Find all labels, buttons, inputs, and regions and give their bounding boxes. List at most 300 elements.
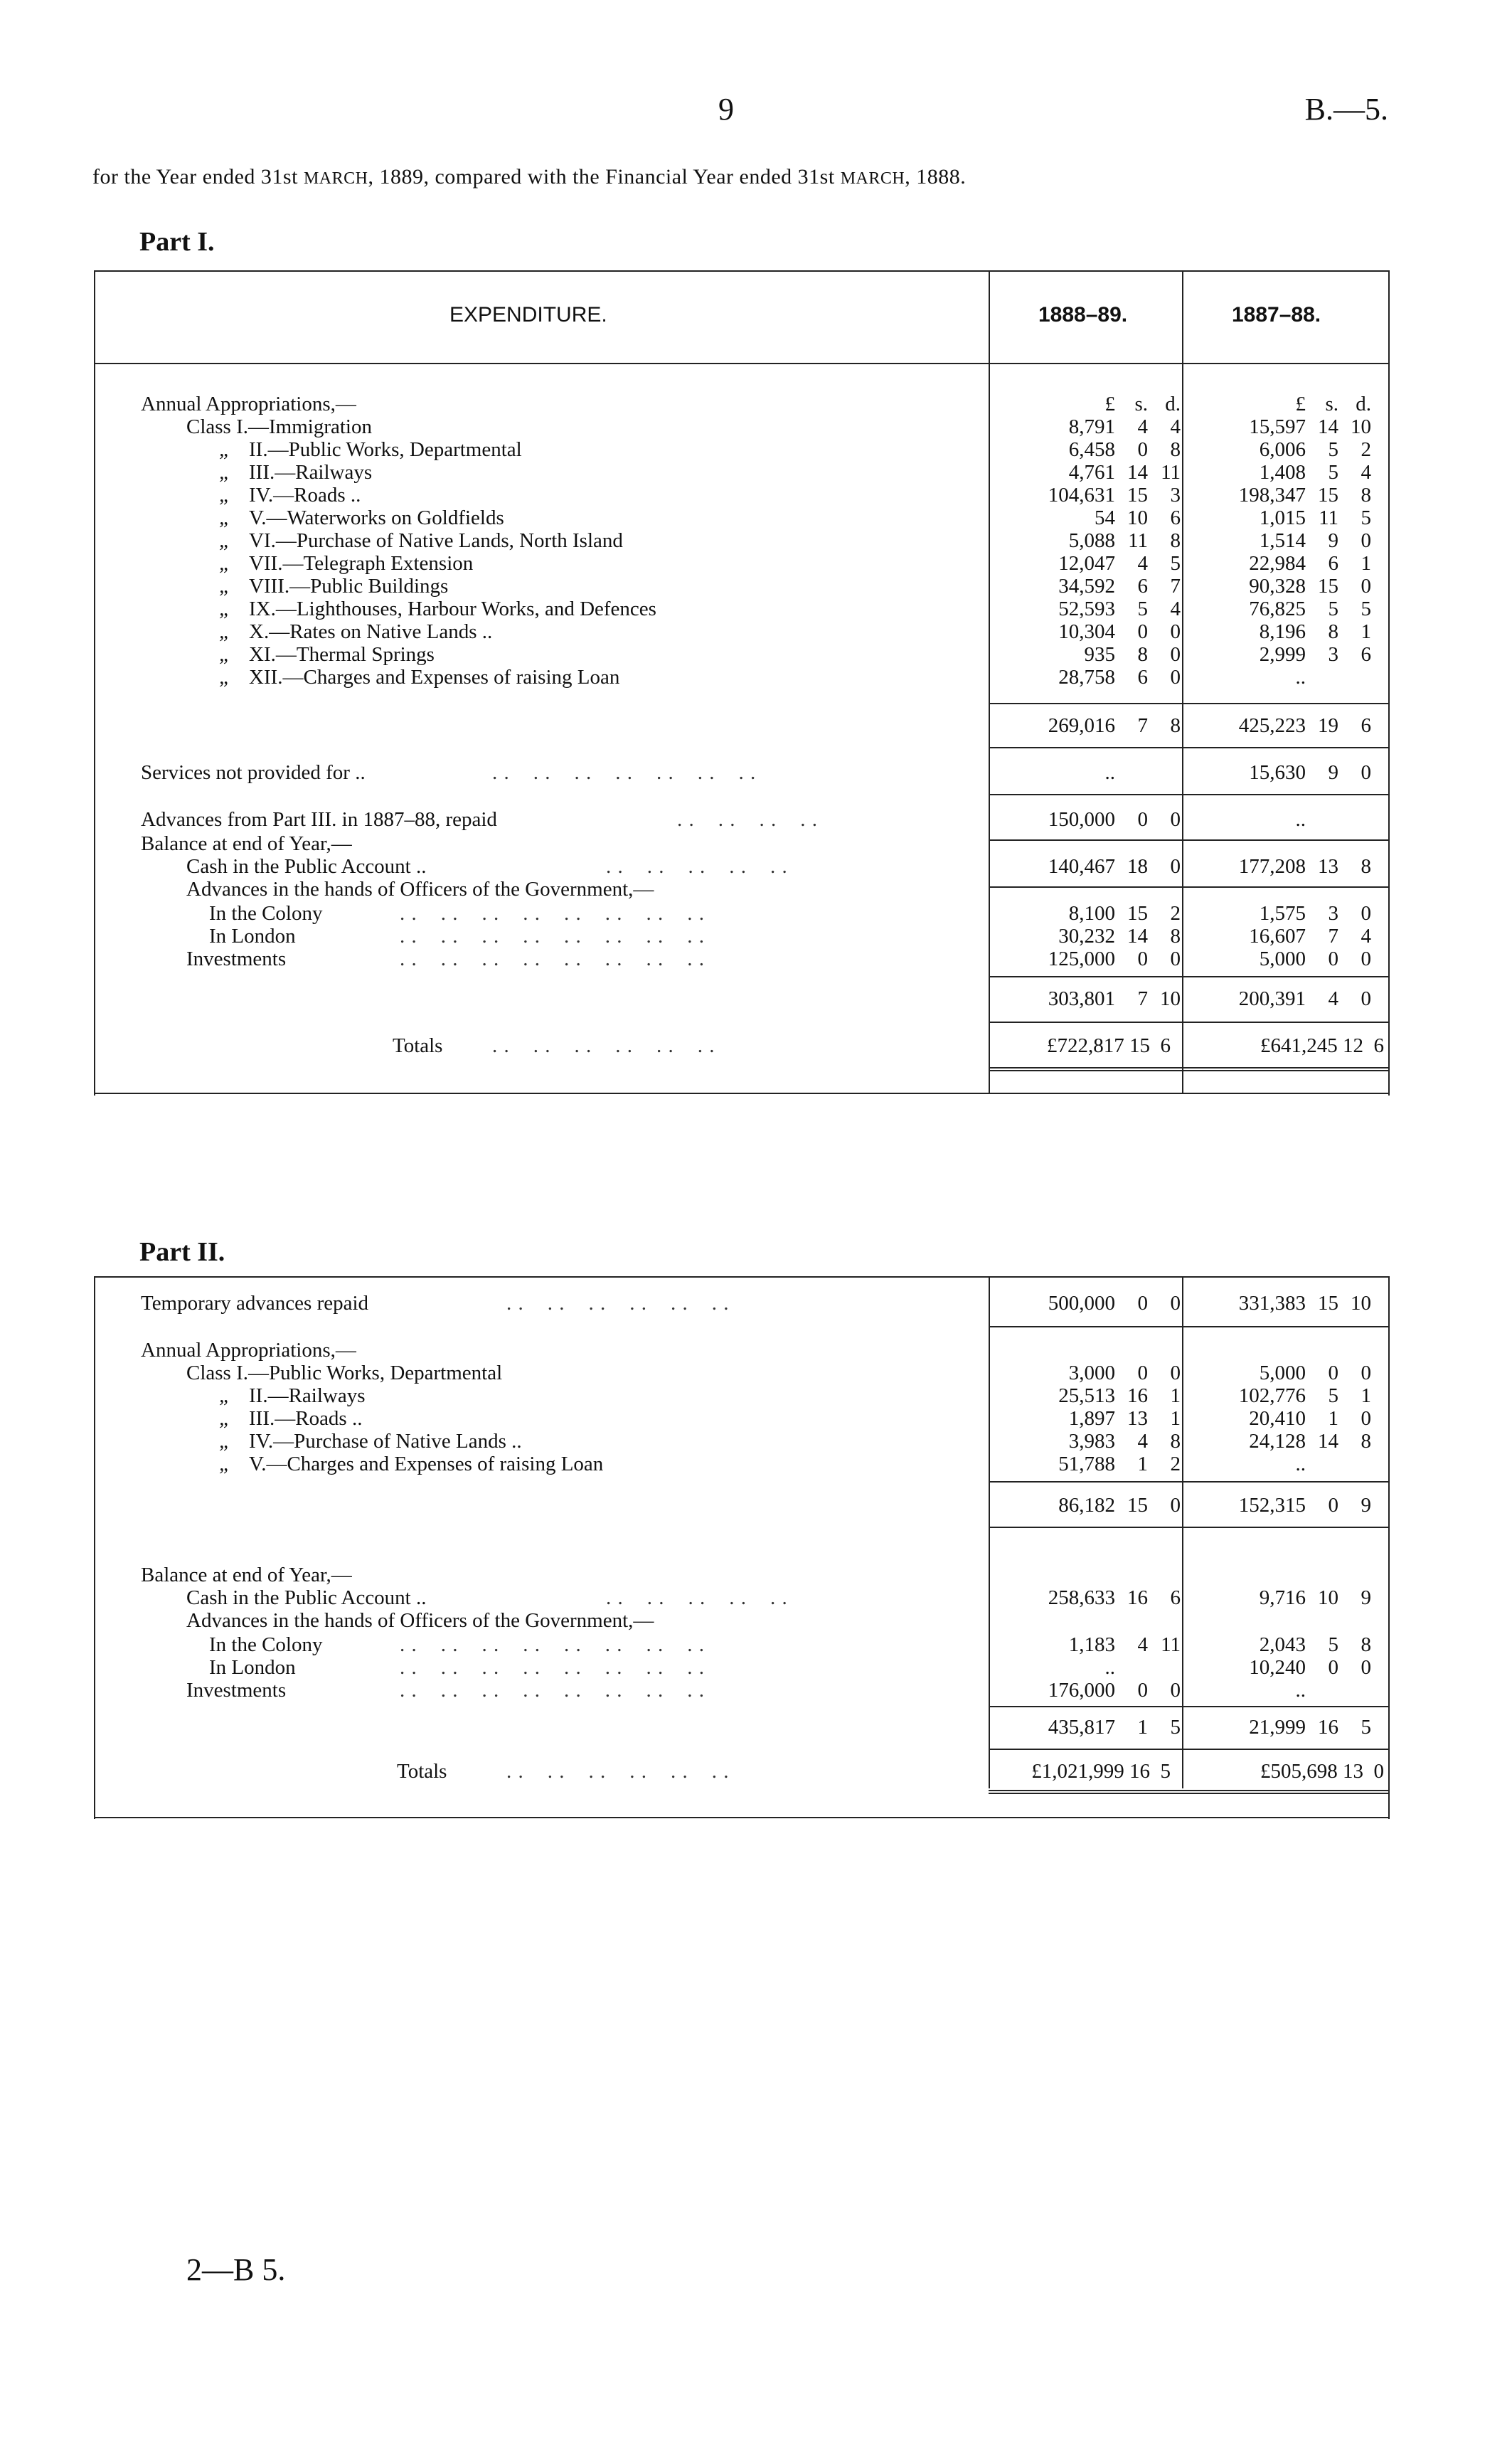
amount-pence: 0	[1361, 1362, 1371, 1384]
subtitle-part: , 1889, compared with the Financial Year ended 31st	[368, 165, 841, 189]
amount-pounds: 152,315	[1238, 1494, 1306, 1517]
amount-pounds: 15,630	[1249, 761, 1306, 784]
rule	[989, 1527, 1390, 1528]
amount-shillings: 3	[1328, 643, 1338, 666]
cash-public-account-row: Cash in the Public Account .. . . . . . . . . . . 140,467 18 0 177,208 13 8	[186, 855, 1371, 878]
total-1887-88: £641,245 12 6	[1260, 1034, 1384, 1057]
amount-pounds: ..	[1295, 1453, 1306, 1475]
amount-pence: 10	[1351, 415, 1371, 438]
amount-pounds: 140,467	[1048, 855, 1115, 878]
rule	[989, 1749, 1390, 1750]
amount-shillings: 7	[1137, 987, 1148, 1010]
amount-pounds: 24,128	[1249, 1430, 1306, 1453]
part-one-title: Part I.	[139, 227, 215, 257]
amount-shillings: 15	[1318, 575, 1338, 598]
amount-shillings: 14	[1127, 925, 1148, 948]
amount-pence: 0	[1361, 1407, 1371, 1430]
ditto-mark: „	[219, 666, 231, 689]
amount-shillings: 15	[1318, 1292, 1338, 1315]
ditto-mark: „	[219, 506, 231, 529]
label: Investments	[186, 948, 287, 970]
amount-pounds: 331,383	[1238, 1292, 1306, 1315]
amount-shillings: 14	[1318, 1430, 1338, 1453]
amount-shillings: 16	[1127, 1384, 1148, 1407]
page-subtitle	[92, 165, 966, 189]
ditto-mark: „	[219, 461, 231, 484]
amount-pence: 0	[1170, 1362, 1181, 1384]
amount-pence: 5	[1170, 1716, 1181, 1739]
amount-pence: 0	[1170, 808, 1181, 831]
amount-pence: 6	[1361, 643, 1371, 666]
class-row	[94, 643, 1390, 666]
services-not-provided-row: Services not provided for .. . . . . . . . . . . . . . . .. 15,630 9 0	[141, 761, 1371, 784]
class-label: IV.—Roads ..	[249, 484, 361, 506]
subtitle-month: MARCH	[840, 169, 905, 188]
total-1887-88: £505,698 13 0	[1260, 1760, 1384, 1783]
in-the-colony-row: In the Colony . . . . . . . . . . . . . . . . 1,183 4 11 2,043 5 8	[209, 1633, 1371, 1656]
amount-shillings: 16	[1318, 1716, 1338, 1739]
amount-pence: 11	[1161, 1633, 1181, 1656]
amount-pence: 0	[1361, 575, 1371, 598]
ditto-mark: „	[219, 620, 231, 643]
amount-pence: 8	[1170, 714, 1181, 737]
advances-repaid-row: Advances from Part III. in 1887–88, repaid . . . . . . . . 150,000 0 0 ..	[141, 808, 1306, 831]
class-row	[94, 1362, 1390, 1384]
class-row	[94, 415, 1390, 438]
amount-shillings: 0	[1328, 1656, 1338, 1679]
amount-shillings: 4	[1137, 552, 1148, 575]
total-1888-89: £722,817 15 6	[1047, 1034, 1171, 1057]
amount-shillings: 11	[1319, 506, 1338, 529]
shillings-unit: s.	[1325, 393, 1338, 415]
amount-shillings: 5	[1328, 461, 1338, 484]
amount-pounds: 6,006	[1259, 438, 1306, 461]
amount-pence: 0	[1170, 855, 1181, 878]
ditto-mark: „	[219, 598, 231, 620]
amount-shillings: 8	[1137, 643, 1148, 666]
subtitle-part: , 1888.	[905, 165, 967, 189]
cash-public-account-row: Cash in the Public Account .. . . . . . . . . . . 258,633 16 6 9,716 10 9	[186, 1586, 1371, 1609]
label: In the Colony	[209, 1633, 323, 1656]
label: Investments	[186, 1679, 287, 1702]
amount-pence	[1338, 1453, 1371, 1475]
label: Temporary advances repaid	[141, 1292, 369, 1315]
amount-shillings: 7	[1137, 714, 1148, 737]
annual-appropriations-heading	[94, 1339, 1390, 1362]
amount-pounds: 500,000	[1048, 1292, 1115, 1315]
amount-shillings: 1	[1137, 1453, 1148, 1475]
ditto-mark: „	[219, 552, 231, 575]
amount-pounds: 198,347	[1238, 484, 1306, 506]
amount-pounds: 34,592	[1058, 575, 1115, 598]
amount-pounds: 4,761	[1068, 461, 1115, 484]
class-label: XI.—Thermal Springs	[249, 643, 435, 666]
amount-pence: 8	[1170, 925, 1181, 948]
class-row	[94, 1453, 1390, 1475]
label: In London	[209, 1656, 296, 1679]
balance-subtotal-row	[94, 987, 1390, 1010]
part-two-title: Part II.	[139, 1237, 225, 1267]
amount-pounds: 28,758	[1058, 666, 1115, 689]
rule	[989, 703, 1390, 704]
ditto-mark: „	[219, 643, 231, 666]
rule	[989, 794, 1390, 795]
amount-shillings: 0	[1137, 948, 1148, 970]
amount-pounds: 86,182	[1058, 1494, 1115, 1517]
amount-pounds: 20,410	[1249, 1407, 1306, 1430]
amount-pence: 0	[1361, 948, 1371, 970]
label: In the Colony	[209, 902, 323, 925]
amount-pence: 5	[1170, 552, 1181, 575]
pence-unit: d.	[1356, 393, 1371, 415]
amount-pence: 8	[1361, 855, 1371, 878]
label: Advances in the hands of Officers of the Government,—	[186, 1609, 654, 1632]
pounds-unit: £	[1295, 393, 1306, 415]
ditto-mark: „	[219, 1384, 231, 1407]
label: Annual Appropriations,—	[141, 393, 356, 415]
amount-pence: 5	[1361, 506, 1371, 529]
amount-pounds: 2,043	[1259, 1633, 1306, 1656]
amount-shillings: 16	[1127, 1586, 1148, 1609]
page-footer: 2—B 5.	[186, 2252, 286, 2287]
class-row	[94, 1407, 1390, 1430]
rule	[989, 976, 1390, 977]
amount-pence: 1	[1361, 620, 1371, 643]
part-two-table	[94, 1276, 1390, 1819]
amount-shillings: 6	[1137, 666, 1148, 689]
amount-pounds: 5,000	[1259, 1362, 1306, 1384]
double-rule	[989, 1790, 1390, 1794]
amount-pounds: 30,232	[1058, 925, 1115, 948]
amount-pence: 0	[1170, 1494, 1181, 1517]
amount-pence: 5	[1361, 1716, 1371, 1739]
amount-pounds: 125,000	[1048, 948, 1115, 970]
amount-pence	[1338, 666, 1371, 689]
amount-shillings: 15	[1127, 902, 1148, 925]
label: In London	[209, 925, 296, 948]
amount-pounds: 425,223	[1238, 714, 1306, 737]
balance-heading	[94, 832, 1390, 855]
class-label: II.—Public Works, Departmental	[249, 438, 522, 461]
class-row	[94, 1384, 1390, 1407]
amount-shillings: 9	[1328, 761, 1338, 784]
amount-shillings: 6	[1328, 552, 1338, 575]
amount-shillings: 18	[1127, 855, 1148, 878]
shillings-unit: s.	[1134, 393, 1148, 415]
appropriations-subtotal-row	[94, 714, 1390, 737]
amount-pounds: 3,000	[1068, 1362, 1115, 1384]
amount-shillings: 5	[1328, 1633, 1338, 1656]
amount-pounds: 12,047	[1058, 552, 1115, 575]
label: Advances from Part III. in 1887–88, repaid	[141, 808, 497, 831]
class-row	[94, 506, 1390, 529]
amount-shillings: 7	[1328, 925, 1338, 948]
amount-pounds: 5,000	[1259, 948, 1306, 970]
amount-pence: 0	[1361, 1656, 1371, 1679]
amount-pence: 8	[1170, 438, 1181, 461]
label: Services not provided for ..	[141, 761, 366, 784]
amount-pence: 0	[1170, 1679, 1181, 1702]
ditto-mark: „	[219, 1407, 231, 1430]
amount-shillings: 14	[1318, 415, 1338, 438]
amount-pence: 1	[1361, 1384, 1371, 1407]
totals-label: Totals	[397, 1760, 447, 1783]
amount-pounds: ..	[1295, 808, 1306, 831]
amount-pounds: 1,514	[1259, 529, 1306, 552]
amount-pence: 1	[1170, 1407, 1181, 1430]
page-number: 9	[718, 92, 734, 127]
amount-pounds: ..	[1104, 761, 1115, 784]
amount-pence: 10	[1160, 987, 1181, 1010]
amount-pounds: 25,513	[1058, 1384, 1115, 1407]
amount-pounds: 1,183	[1068, 1633, 1115, 1656]
rule	[989, 1326, 1390, 1327]
amount-pence: 8	[1361, 1633, 1371, 1656]
amount-pence: 11	[1161, 461, 1181, 484]
rule	[989, 747, 1390, 748]
amount-pence: 0	[1361, 761, 1371, 784]
class-row	[94, 1430, 1390, 1453]
amount-pence: 5	[1361, 598, 1371, 620]
amount-pounds: 15,597	[1249, 415, 1306, 438]
amount-pounds: 435,817	[1048, 1716, 1115, 1739]
amount-pence: 6	[1170, 506, 1181, 529]
temporary-advances-row: Temporary advances repaid . . . . . . . . . . . . 500,000 0 0 331,383 15 10	[141, 1292, 1371, 1315]
amount-pounds: 76,825	[1249, 598, 1306, 620]
appropriations-subtotal-row	[94, 1494, 1390, 1517]
class-label: VIII.—Public Buildings	[249, 575, 449, 598]
investments-row: Investments . . . . . . . . . . . . . . . . 125,000 0 0 5,000 0 0	[186, 948, 1371, 970]
annual-appropriations-heading	[94, 393, 1390, 415]
amount-shillings: 13	[1127, 1407, 1148, 1430]
amount-shillings: 1	[1137, 1716, 1148, 1739]
officers-advances-heading	[94, 1609, 1390, 1632]
class-label: V.—Waterworks on Goldfields	[249, 506, 504, 529]
double-rule	[989, 1067, 1390, 1071]
amount-shillings: 5	[1137, 598, 1148, 620]
investments-row: Investments . . . . . . . . . . . . . . . . 176,000 0 0 ..	[186, 1679, 1306, 1702]
class-label: VII.—Telegraph Extension	[249, 552, 474, 575]
label: Cash in the Public Account ..	[186, 1586, 427, 1609]
subtitle-month: MARCH	[303, 169, 368, 188]
amount-pence: 10	[1351, 1292, 1371, 1315]
amount-pounds: 1,575	[1259, 902, 1306, 925]
amount-pounds: 2,999	[1259, 643, 1306, 666]
amount-pounds: 102,776	[1238, 1384, 1306, 1407]
amount-shillings: 3	[1328, 902, 1338, 925]
class-row	[94, 529, 1390, 552]
amount-pounds: 52,593	[1058, 598, 1115, 620]
amount-pence: 0	[1170, 1292, 1181, 1315]
amount-pence: 2	[1170, 1453, 1181, 1475]
amount-shillings: 19	[1318, 714, 1338, 737]
amount-shillings: 0	[1137, 438, 1148, 461]
label: Annual Appropriations,—	[141, 1339, 356, 1362]
balance-heading	[94, 1564, 1390, 1586]
amount-pounds: 1,408	[1259, 461, 1306, 484]
amount-pence: 9	[1361, 1586, 1371, 1609]
class-label: Class I.—Immigration	[186, 415, 372, 438]
amount-pence: 4	[1361, 925, 1371, 948]
in-london-row: In London . . . . . . . . . . . . . . . . 30,232 14 8 16,607 7 4	[209, 925, 1371, 948]
amount-shillings: 4	[1137, 1430, 1148, 1453]
amount-pence: 0	[1170, 620, 1181, 643]
amount-pounds: 935	[1084, 643, 1115, 666]
totals-label: Totals	[393, 1034, 443, 1057]
amount-shillings: 15	[1127, 1494, 1148, 1517]
pence-unit: d.	[1165, 393, 1181, 415]
rule	[989, 1022, 1390, 1023]
amount-pence: 0	[1170, 948, 1181, 970]
class-label: Class I.—Public Works, Departmental	[186, 1362, 503, 1384]
document-reference: B.—5.	[1304, 92, 1388, 127]
class-label: IX.—Lighthouses, Harbour Works, and Defences	[249, 598, 656, 620]
amount-shillings: 15	[1127, 484, 1148, 506]
amount-pounds: 54	[1095, 506, 1115, 529]
class-row	[94, 575, 1390, 598]
class-row	[94, 552, 1390, 575]
amount-shillings: 10	[1318, 1586, 1338, 1609]
amount-pence: 0	[1170, 643, 1181, 666]
ditto-mark: „	[219, 1453, 231, 1475]
ditto-mark: „	[219, 438, 231, 461]
amount-shillings: 0	[1328, 948, 1338, 970]
amount-pounds: 51,788	[1058, 1453, 1115, 1475]
label: Balance at end of Year,—	[141, 1564, 352, 1586]
amount-pence: 3	[1170, 484, 1181, 506]
amount-pence: 4	[1170, 598, 1181, 620]
totals-row: Totals . . . . . . . . . . . . £722,817 15 6 £641,245 12 6	[393, 1034, 1384, 1057]
class-row	[94, 620, 1390, 643]
class-row	[94, 438, 1390, 461]
amount-pence: 6	[1361, 714, 1371, 737]
balance-subtotal-row	[94, 1716, 1390, 1739]
amount-pounds: 6,458	[1068, 438, 1115, 461]
class-label: XII.—Charges and Expenses of raising Loan	[249, 666, 620, 689]
amount-pounds: 9,716	[1259, 1586, 1306, 1609]
amount-shillings: 13	[1318, 855, 1338, 878]
amount-pounds: 1,015	[1259, 506, 1306, 529]
amount-pounds: 8,791	[1068, 415, 1115, 438]
amount-shillings: 0	[1137, 808, 1148, 831]
amount-pounds: ..	[1104, 1656, 1115, 1679]
amount-pounds: ..	[1295, 1679, 1306, 1702]
amount-pence: 4	[1170, 415, 1181, 438]
amount-pence: 0	[1170, 666, 1181, 689]
amount-shillings: 15	[1318, 484, 1338, 506]
amount-pounds: 10,304	[1058, 620, 1115, 643]
amount-pence: 4	[1361, 461, 1371, 484]
amount-pounds: 3,983	[1068, 1430, 1115, 1453]
rule	[94, 270, 1390, 272]
amount-pounds: 150,000	[1048, 808, 1115, 831]
amount-pounds: 21,999	[1249, 1716, 1306, 1739]
amount-shillings: 4	[1137, 415, 1148, 438]
amount-pence: 0	[1361, 987, 1371, 1010]
ditto-mark: „	[219, 529, 231, 552]
amount-pence: 9	[1361, 1494, 1371, 1517]
amount-shillings: 11	[1128, 529, 1148, 552]
amount-pence: 2	[1170, 902, 1181, 925]
class-label: X.—Rates on Native Lands ..	[249, 620, 493, 643]
class-row	[94, 598, 1390, 620]
totals-row: Totals . . . . . . . . . . . . £1,021,999 16 5 £505,698 13 0	[397, 1760, 1384, 1783]
amount-pounds: 90,328	[1249, 575, 1306, 598]
label: Balance at end of Year,—	[141, 832, 352, 855]
in-the-colony-row: In the Colony . . . . . . . . . . . . . . . . 8,100 15 2 1,575 3 0	[209, 902, 1371, 925]
amount-pounds: 22,984	[1249, 552, 1306, 575]
class-label: II.—Railways	[249, 1384, 366, 1407]
amount-pounds: 269,016	[1048, 714, 1115, 737]
amount-pence: 7	[1170, 575, 1181, 598]
class-label: VI.—Purchase of Native Lands, North Island	[249, 529, 623, 552]
class-row	[94, 484, 1390, 506]
amount-pence: 8	[1170, 1430, 1181, 1453]
amount-shillings: 5	[1328, 598, 1338, 620]
class-row	[94, 461, 1390, 484]
rule	[94, 1093, 1390, 1094]
amount-pounds: 303,801	[1048, 987, 1115, 1010]
amount-pence: 1	[1170, 1384, 1181, 1407]
amount-pence: 2	[1361, 438, 1371, 461]
amount-shillings: 9	[1328, 529, 1338, 552]
ditto-mark: „	[219, 575, 231, 598]
amount-pence: 0	[1361, 902, 1371, 925]
class-label: III.—Roads ..	[249, 1407, 363, 1430]
amount-shillings: 0	[1137, 1679, 1148, 1702]
year-header-1888-89: 1888–89.	[1038, 303, 1128, 327]
amount-shillings	[1306, 666, 1338, 689]
expenditure-header: EXPENDITURE.	[449, 303, 607, 327]
amount-pence: 0	[1361, 529, 1371, 552]
amount-shillings: 10	[1127, 506, 1148, 529]
rule	[94, 363, 1390, 364]
amount-shillings: 1	[1328, 1407, 1338, 1430]
part-one-table	[94, 270, 1390, 1096]
in-london-row: In London . . . . . . . . . . . . . . . . .. 10,240 0 0	[209, 1656, 1371, 1679]
amount-pounds: 258,633	[1048, 1586, 1115, 1609]
amount-shillings: 6	[1137, 575, 1148, 598]
rule	[989, 1706, 1390, 1707]
amount-pence: 8	[1361, 1430, 1371, 1453]
amount-shillings: 5	[1328, 438, 1338, 461]
amount-pence: 8	[1361, 484, 1371, 506]
amount-shillings: 14	[1127, 461, 1148, 484]
ditto-mark: „	[219, 484, 231, 506]
amount-shillings	[1306, 1453, 1338, 1475]
amount-pounds: ..	[1295, 666, 1306, 689]
amount-shillings: 0	[1328, 1362, 1338, 1384]
ditto-mark: „	[219, 1430, 231, 1453]
label: Advances in the hands of Officers of the Government,—	[186, 878, 654, 901]
amount-pounds: 200,391	[1238, 987, 1306, 1010]
amount-shillings: 5	[1328, 1384, 1338, 1407]
class-row	[94, 666, 1390, 689]
amount-pounds: 104,631	[1048, 484, 1115, 506]
subtitle-part: for the Year ended 31st	[92, 165, 304, 189]
amount-shillings: 4	[1137, 1633, 1148, 1656]
amount-pounds: 5,088	[1068, 529, 1115, 552]
amount-pounds: 16,607	[1249, 925, 1306, 948]
amount-shillings: 0	[1137, 1292, 1148, 1315]
class-label: III.—Railways	[249, 461, 373, 484]
class-label: IV.—Purchase of Native Lands ..	[249, 1430, 522, 1453]
rule	[989, 1481, 1390, 1483]
amount-pence: 8	[1170, 529, 1181, 552]
amount-pence: 1	[1361, 552, 1371, 575]
amount-pounds: 176,000	[1048, 1679, 1115, 1702]
amount-shillings: 0	[1137, 1362, 1148, 1384]
